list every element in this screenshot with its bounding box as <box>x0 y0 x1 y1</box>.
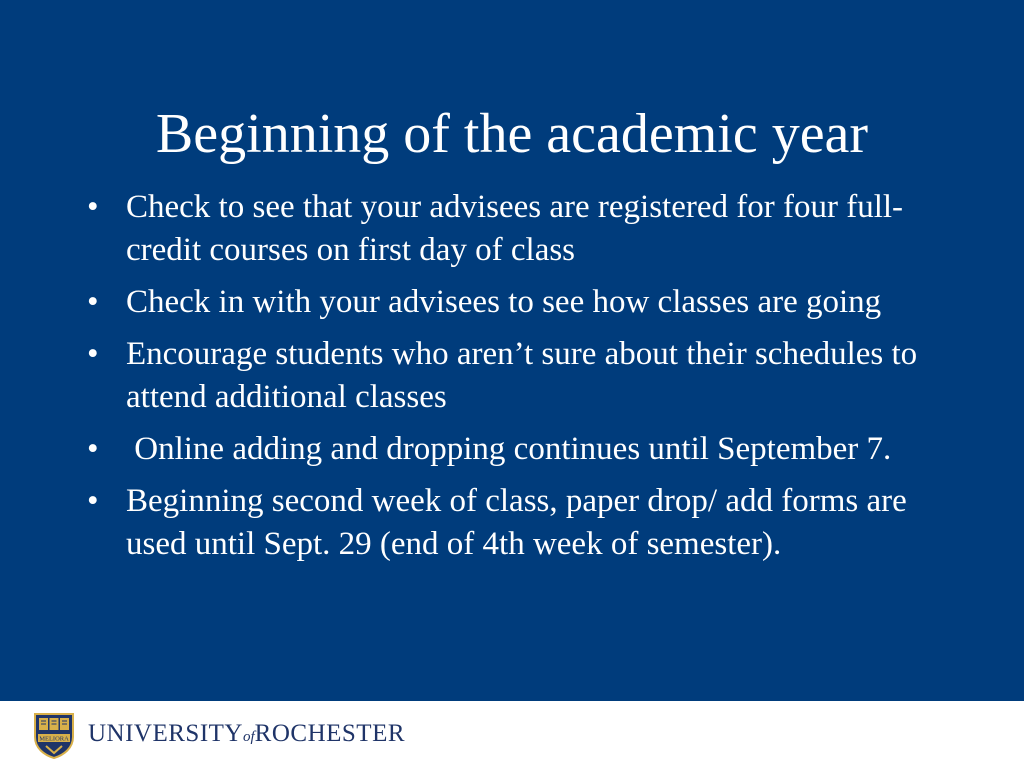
bullet-item <box>87 281 957 324</box>
bullet-item <box>87 428 957 471</box>
bullet-icon: • <box>87 483 99 519</box>
bullet-icon: • <box>87 284 99 320</box>
bullet-text: Online adding and dropping continues until September 7. <box>126 431 892 467</box>
university-wordmark <box>88 719 405 752</box>
bullet-icon: • <box>87 431 99 467</box>
svg-text:MELIORA: MELIORA <box>39 735 69 743</box>
bullet-text: Check to see that your advisees are registered for four full-credit courses on first day of class <box>126 189 904 268</box>
wordmark-university: UNIVERSITY <box>88 720 243 747</box>
bullet-text: Encourage students who aren’t sure about their schedules to attend additional classes <box>126 336 918 415</box>
bullet-list <box>87 186 957 575</box>
bullet-item <box>87 186 957 272</box>
bullet-text: Beginning second week of class, paper drop/ add forms are used until Sept. 29 (end of 4th week of semester). <box>126 483 907 562</box>
wordmark-of: of <box>243 729 255 745</box>
bullet-icon: • <box>87 189 99 225</box>
bullet-item <box>87 480 957 566</box>
bullet-text: Check in with your advisees to see how classes are going <box>126 284 882 320</box>
footer <box>0 701 1024 768</box>
wordmark-rochester: ROCHESTER <box>254 720 406 747</box>
bullet-item <box>87 333 957 419</box>
slide-title: Beginning of the academic year <box>155 103 869 165</box>
university-seal-icon <box>32 711 76 759</box>
bullet-icon: • <box>87 336 99 372</box>
